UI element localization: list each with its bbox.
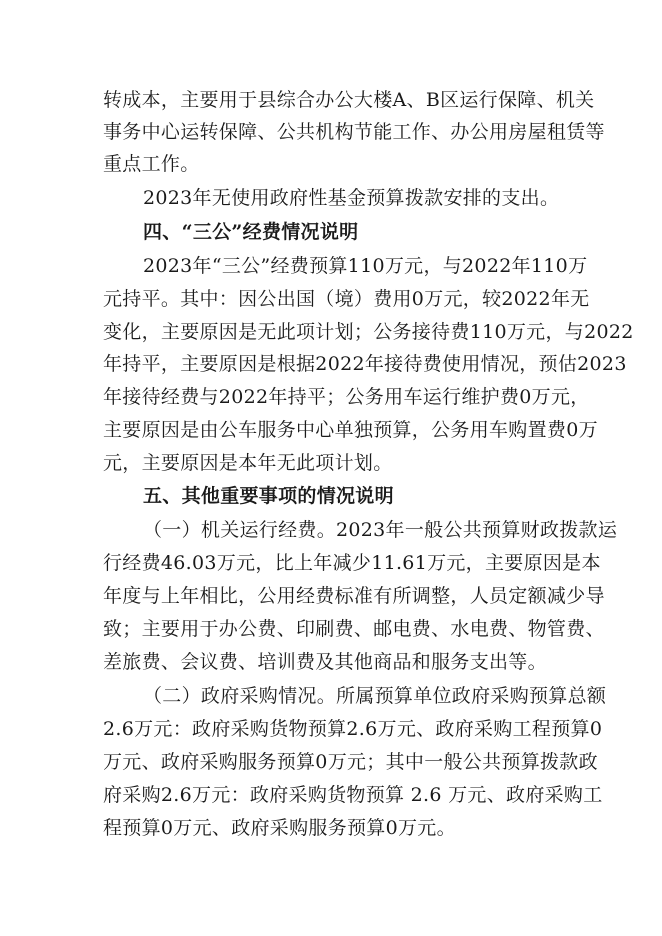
paragraph-line: 差旅费、会议费、培训费及其他商品和服务支出等。 bbox=[103, 651, 547, 673]
paragraph-line: 主要原因是由公车服务中心单独预算，公务用车购置费0万 bbox=[103, 419, 598, 441]
paragraph-line: 程预算0万元、政府采购服务预算0万元。 bbox=[103, 817, 456, 839]
paragraph-line: 2.6万元：政府采购货物预算2.6万元、政府采购工程预算0 bbox=[103, 718, 603, 740]
paragraph-line: 转成本，主要用于县综合办公大楼A、B区运行保障、机关 bbox=[103, 89, 595, 111]
paragraph-line: 元持平。其中：因公出国（境）费用0万元，较2022年无 bbox=[103, 288, 590, 310]
section-heading: 四、“三公”经费情况说明 bbox=[143, 221, 359, 243]
paragraph-line: 行经费46.03万元，比上年减少11.61万元，主要原因是本 bbox=[103, 552, 601, 574]
paragraph-line: 年接待经费与2022年持平；公务用车运行维护费0万元， bbox=[103, 386, 590, 408]
paragraph-line: （二）政府采购情况。所属预算单位政府采购预算总额 bbox=[143, 685, 607, 707]
paragraph-line: 变化，主要原因是无此项计划；公务接待费110万元，与2022 bbox=[103, 321, 634, 343]
paragraph-line: （一）机关运行经费。2023年一般公共预算财政拨款运 bbox=[143, 519, 618, 541]
paragraph-line: 府采购2.6万元：政府采购货物预算 2.6 万元、政府采购工 bbox=[103, 784, 603, 806]
section-heading: 五、其他重要事项的情况说明 bbox=[143, 485, 394, 507]
paragraph-line: 年度与上年相比，公用经费标准有所调整，人员定额减少导 bbox=[103, 585, 605, 607]
paragraph-line: 2023年无使用政府性基金预算拨款安排的支出。 bbox=[143, 187, 560, 209]
paragraph-line: 事务中心运转保障、公共机构节能工作、办公用房屋租赁等 bbox=[103, 121, 605, 143]
paragraph-line: 元，主要原因是本年无此项计划。 bbox=[103, 452, 393, 474]
paragraph-line: 2023年“三公”经费预算110万元，与2022年110万 bbox=[143, 255, 588, 277]
paragraph-line: 致；主要用于办公费、印刷费、邮电费、水电费、物管费、 bbox=[103, 618, 605, 640]
paragraph-line: 重点工作。 bbox=[103, 153, 200, 175]
paragraph-line: 万元、政府采购服务预算0万元；其中一般公共预算拨款政 bbox=[103, 751, 598, 773]
paragraph-line: 年持平，主要原因是根据2022年接待费使用情况，预估2023 bbox=[103, 353, 627, 375]
